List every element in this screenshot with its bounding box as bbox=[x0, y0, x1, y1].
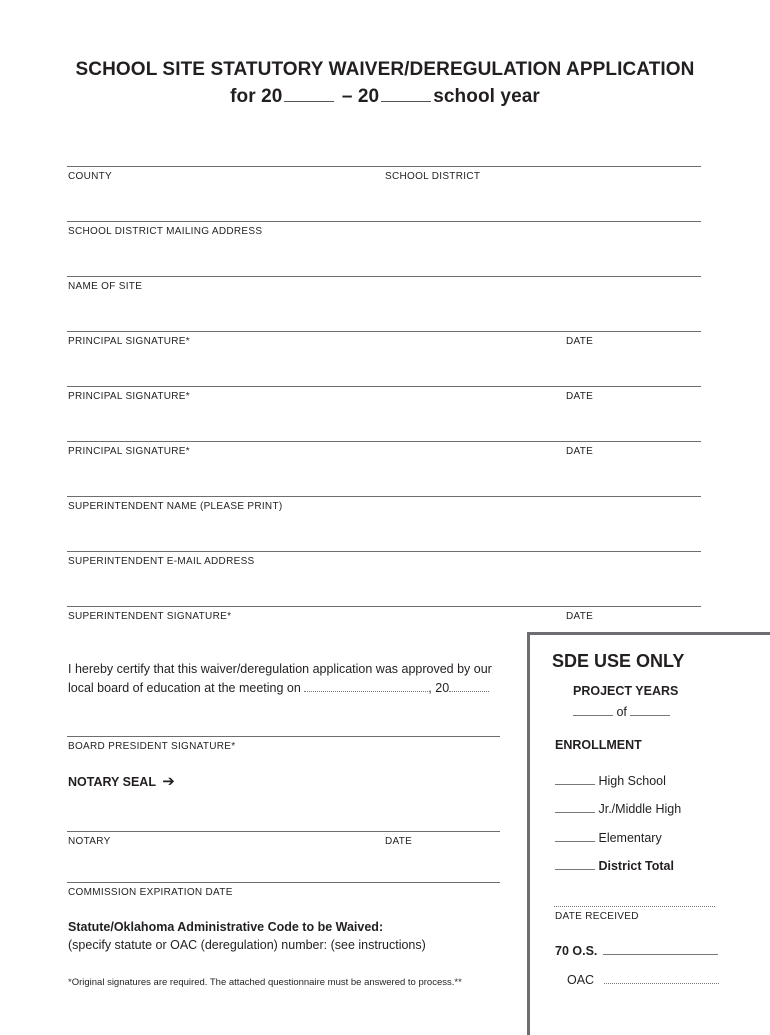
mailing-address-line[interactable] bbox=[67, 221, 701, 222]
principal-signature-label-2: PRINCIPAL SIGNATURE* bbox=[68, 391, 190, 402]
os-70-blank[interactable] bbox=[603, 942, 718, 955]
principal-date-label-1: DATE bbox=[566, 336, 594, 347]
sde-title: SDE USE ONLY bbox=[552, 651, 685, 671]
oac-blank[interactable] bbox=[604, 971, 719, 984]
board-president-line[interactable] bbox=[67, 736, 500, 737]
date-received-line[interactable] bbox=[554, 906, 715, 907]
year-dash: – 20 bbox=[341, 86, 380, 107]
certification-meeting-text: local board of education at the meeting on bbox=[68, 681, 301, 695]
elementary-row bbox=[555, 829, 662, 845]
superintendent-date-label: DATE bbox=[566, 611, 594, 622]
os-70-row bbox=[555, 942, 718, 958]
principal-signature-label-1: PRINCIPAL SIGNATURE* bbox=[68, 336, 190, 347]
jr-middle-blank[interactable] bbox=[555, 800, 595, 813]
comma-20: , 20 bbox=[428, 681, 450, 695]
superintendent-signature-label: SUPERINTENDENT SIGNATURE* bbox=[68, 611, 232, 622]
year-prefix: for 20 bbox=[230, 86, 283, 107]
jr-middle-label: Jr./Middle High bbox=[598, 802, 682, 816]
os-70-label: 70 O.S. bbox=[555, 944, 598, 958]
district-total-row bbox=[555, 857, 674, 873]
high-school-blank[interactable] bbox=[555, 772, 595, 785]
site-name-label: NAME OF SITE bbox=[68, 281, 143, 292]
notary-seal-label bbox=[68, 772, 175, 791]
principal-signature-line-1[interactable] bbox=[67, 331, 701, 332]
start-year-blank[interactable] bbox=[284, 87, 334, 102]
statute-instructions: (specify statute or OAC (deregulation) number: (see instructions) bbox=[68, 938, 426, 952]
year-suffix: school year bbox=[433, 86, 540, 107]
certification-line-1: I hereby certify that this waiver/deregulation application was approved by our bbox=[68, 662, 492, 676]
meeting-date-blank[interactable] bbox=[304, 679, 428, 692]
statute-heading: Statute/Oklahoma Administrative Code to be Waived: bbox=[68, 920, 384, 934]
notary-seal-text: NOTARY SEAL bbox=[68, 775, 156, 789]
district-total-label: District Total bbox=[598, 859, 674, 873]
principal-signature-line-2[interactable] bbox=[67, 386, 701, 387]
notary-date-label: DATE bbox=[385, 836, 413, 847]
superintendent-name-line[interactable] bbox=[67, 496, 701, 497]
principal-signature-label-3: PRINCIPAL SIGNATURE* bbox=[68, 446, 190, 457]
notary-line[interactable] bbox=[67, 831, 500, 832]
notary-label: NOTARY bbox=[68, 836, 111, 847]
of-text: of bbox=[616, 705, 627, 719]
site-name-line[interactable] bbox=[67, 276, 701, 277]
arrow-right-icon: ➔ bbox=[162, 772, 175, 790]
footnote: *Original signatures are required. The attached questionnaire must be answered to process.** bbox=[68, 977, 462, 988]
commission-expiration-label: COMMISSION EXPIRATION DATE bbox=[68, 887, 233, 898]
county-label: COUNTY bbox=[68, 171, 113, 182]
board-president-label: BOARD PRESIDENT SIGNATURE* bbox=[68, 741, 236, 752]
certification-line-2 bbox=[68, 679, 508, 697]
oac-row bbox=[567, 971, 719, 987]
elementary-label: Elementary bbox=[598, 831, 662, 845]
project-year-total-blank[interactable] bbox=[630, 703, 670, 716]
superintendent-signature-line[interactable] bbox=[67, 606, 701, 607]
school-district-label: SCHOOL DISTRICT bbox=[385, 171, 481, 182]
superintendent-email-label: SUPERINTENDENT E-MAIL ADDRESS bbox=[68, 556, 255, 567]
district-total-blank[interactable] bbox=[555, 857, 595, 870]
form-title: SCHOOL SITE STATUTORY WAIVER/DEREGULATION APPLICATION bbox=[75, 59, 695, 80]
principal-signature-line-3[interactable] bbox=[67, 441, 701, 442]
county-line[interactable] bbox=[67, 166, 701, 167]
meeting-year-blank[interactable] bbox=[449, 679, 489, 692]
high-school-label: High School bbox=[598, 774, 666, 788]
oac-label: OAC bbox=[567, 973, 595, 987]
superintendent-name-label: SUPERINTENDENT NAME (PLEASE PRINT) bbox=[68, 501, 283, 512]
date-received-label: DATE RECEIVED bbox=[555, 911, 639, 922]
project-year-current-blank[interactable] bbox=[573, 703, 613, 716]
principal-date-label-2: DATE bbox=[566, 391, 594, 402]
project-years-label: PROJECT YEARS bbox=[573, 684, 679, 698]
high-school-row bbox=[555, 772, 666, 788]
end-year-blank[interactable] bbox=[381, 87, 431, 102]
mailing-address-label: SCHOOL DISTRICT MAILING ADDRESS bbox=[68, 226, 263, 237]
project-years-fields bbox=[573, 703, 670, 719]
commission-expiration-line[interactable] bbox=[67, 882, 500, 883]
enrollment-label: ENROLLMENT bbox=[555, 738, 642, 752]
superintendent-email-line[interactable] bbox=[67, 551, 701, 552]
school-year-line bbox=[0, 86, 770, 108]
jr-middle-row bbox=[555, 800, 681, 816]
principal-date-label-3: DATE bbox=[566, 446, 594, 457]
elementary-blank[interactable] bbox=[555, 829, 595, 842]
